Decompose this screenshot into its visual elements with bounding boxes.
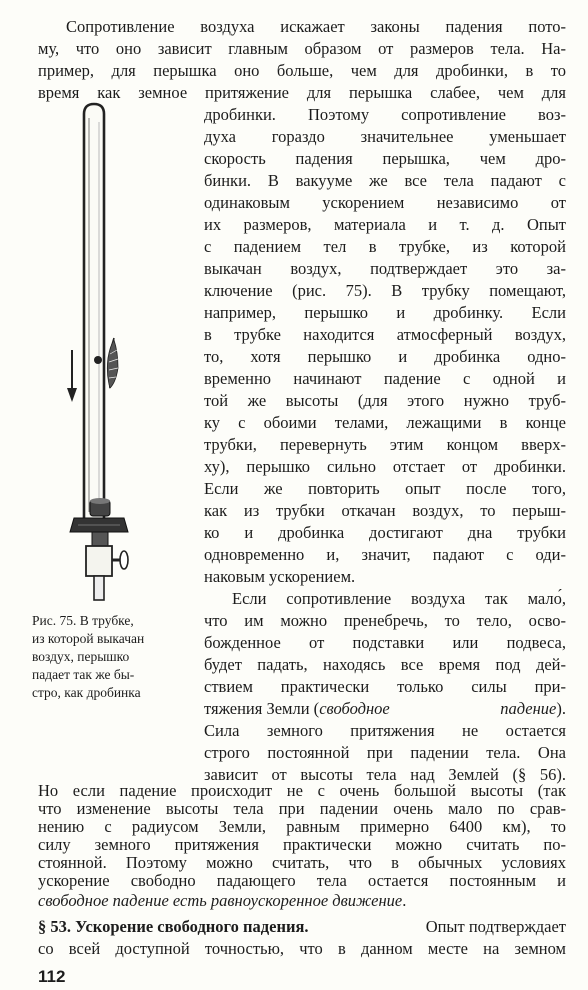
figure-caption: стро, как дробинка: [32, 685, 141, 700]
text-line: в трубке находится атмосферный воздух,: [204, 325, 566, 344]
text-line: выкачан воздух, подтверждает это за-: [204, 259, 566, 278]
text-line: с падением тел в трубке, из которой: [204, 237, 566, 256]
text-span: ).: [556, 699, 566, 718]
fall-direction-arrow: [67, 350, 77, 402]
glass-tube-outline: [84, 104, 104, 520]
text-line: Но если падение происходит не с очень большой высоты (так: [38, 781, 566, 800]
text-span: Опыт подтверждает: [421, 917, 566, 936]
text-line: той же высоты (для этого нужно труб-: [204, 391, 566, 410]
valve-nozzle: [94, 576, 104, 600]
text-line: временно начинают падение с одной и: [204, 369, 566, 388]
text-line: бинки. В вакууме же все тела падают с: [204, 171, 566, 190]
figure-caption: падает так же бы-: [32, 667, 135, 682]
text-line-mixed: [204, 698, 566, 720]
text-line: то, хотя перышко и дробинка одно-: [204, 347, 566, 366]
text-line: Если же повторить опыт после того,: [204, 479, 566, 498]
text-line: как из трубки откачан воздух, то перыш-: [204, 501, 566, 520]
figure-75-vacuum-tube: [58, 102, 138, 612]
figure-caption: воздух, перышко: [32, 649, 130, 664]
stopper-top: [90, 498, 110, 504]
text-line-mixed: [38, 890, 406, 912]
text-line: ключение (рис. 75). В трубку помещают,: [204, 281, 566, 300]
pellet-icon: [94, 356, 102, 364]
text-line: силу земного притяжения практически можно считать по-: [38, 835, 566, 854]
text-line: время как земное притяжение для перышка слабее, чем для: [38, 83, 566, 102]
text-line: нению с радиусом Земли, равным примерно 6400 км), то: [38, 817, 566, 836]
text-line: Сопротивление воздуха искажает законы падения пото-: [66, 17, 566, 36]
section-heading-line: [38, 916, 566, 938]
italic-statement: свободное падение есть равноускоренное движение: [38, 891, 403, 910]
text-span: .: [402, 891, 407, 910]
text-line: со всей доступной точностью, что в данном месте на земном: [38, 939, 566, 958]
text-line: пример, для перышка оно больше, чем для дробинки, в то: [38, 61, 566, 80]
valve-body: [86, 546, 112, 576]
text-line: зависит от высоты тела над Землей (§ 56).: [204, 765, 566, 784]
valve-handle-icon: [112, 551, 128, 569]
text-line: ху), перышко сильно отстает от дробинки.: [204, 457, 566, 476]
figure-caption: Рис. 75. В трубке,: [32, 613, 134, 628]
text-line: что им можно пренебречь, то тело, осво-: [204, 611, 566, 630]
text-line: что изменение высоты тела при падении очень мало по срав-: [38, 799, 566, 818]
text-line: скорость падения перышка, чем дро-: [204, 149, 566, 168]
text-line: наковым ускорением.: [204, 567, 356, 586]
text-line: будет падать, находясь все время под дей-: [204, 655, 566, 674]
text-line: строго постоянной при падении тела. Она: [204, 743, 566, 762]
text-line: дробинки. Поэтому сопротивление воз-: [204, 105, 566, 124]
text-line: ускорение свободно падающего тела остается постоянным и: [38, 871, 566, 890]
text-line: одновременно и, значит, падают с оди-: [204, 545, 566, 564]
text-line: Если сопротивление воздуха так мало́,: [232, 589, 566, 608]
text-line: ствием практически только силы при-: [204, 677, 566, 696]
text-span: тяжения Земли (: [204, 699, 320, 718]
text-line: Сила земного притяжения не остается: [204, 721, 566, 740]
text-line: например, перышко и дробинку. Если: [204, 303, 566, 322]
text-line: ку с обоими телами, лежащими в конце: [204, 413, 566, 432]
text-line: божденное от подставки или подвеса,: [204, 633, 566, 652]
text-line: трубки, перевернуть этим концом вверх-: [204, 435, 566, 454]
text-line: ко и дробинка достигают дна трубки: [204, 523, 566, 542]
text-line: стоянной. Поэтому можно считать, что в обычных условиях: [38, 853, 566, 872]
text-line: духа гораздо значительнее уменьшает: [204, 127, 566, 146]
figure-caption: из которой выкачан: [32, 631, 145, 646]
feather-icon: [107, 338, 118, 388]
text-line: му, что оно зависит главным образом от размеров тела. На-: [38, 39, 566, 58]
valve-neck: [92, 532, 108, 546]
italic-term: свободное падение: [319, 699, 557, 718]
page-number: 112: [38, 967, 66, 986]
text-line: одинаковым ускорением независимо от: [204, 193, 566, 212]
text-line: их размеров, материала и т. д. Опыт: [204, 215, 566, 234]
section-heading: § 53. Ускорение свободного падения.: [38, 917, 309, 936]
